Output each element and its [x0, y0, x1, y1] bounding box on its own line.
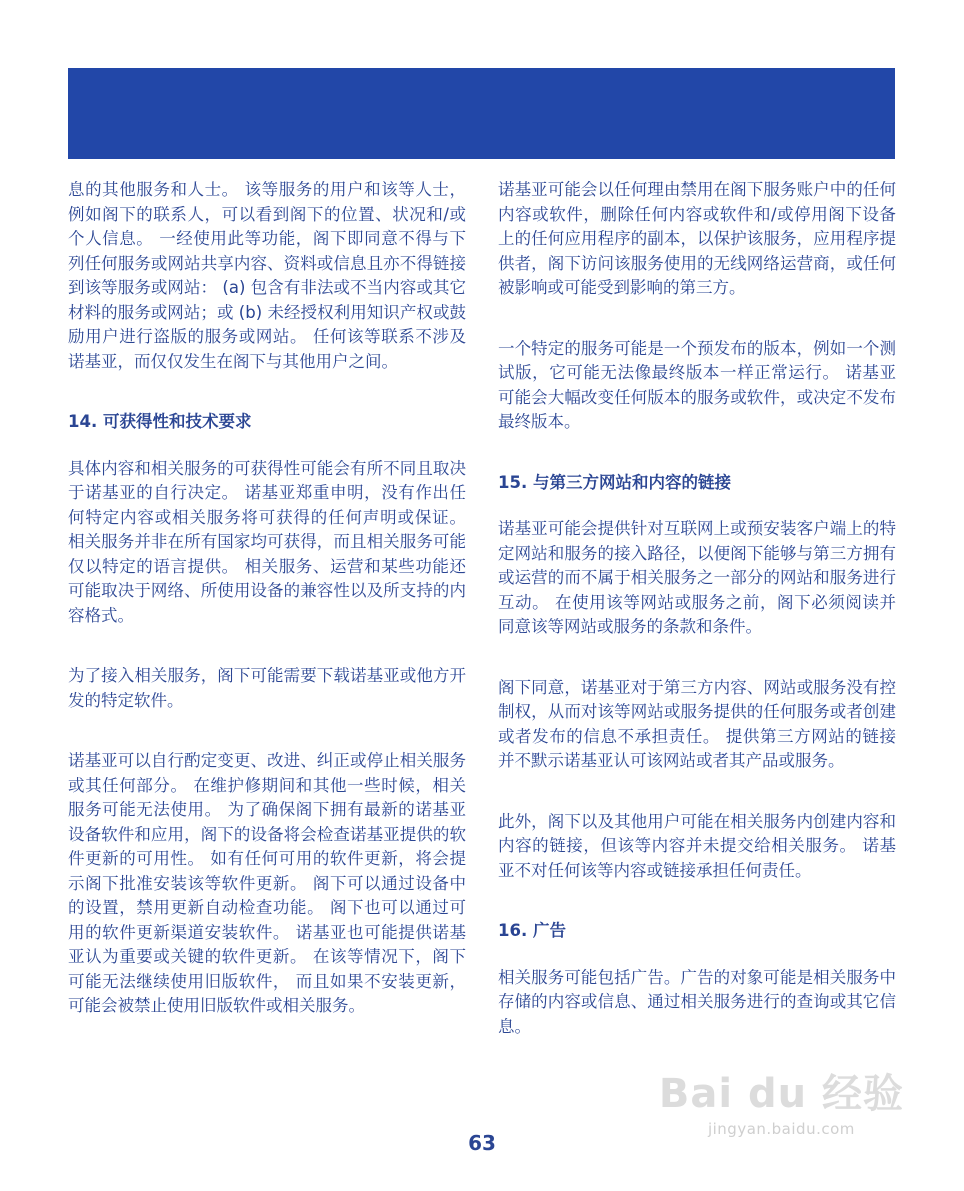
paragraph: 此外，阁下以及其他用户可能在相关服务内创建内容和内容的链接，但该等内容并未提交给相关服务。 诺基亚不对任何该等内容或链接承担任何责任。	[498, 811, 896, 880]
paragraph: 具体内容和相关服务的可获得性可能会有所不同且取决于诺基亚的自行决定。 诺基亚郑重申明，没有作出任何特定内容或相关服务将可获得的任何声明或保证。 相关服务并非在所有国家均可获得，而且相关服务可能仅以特定的语言提供。 相关服务、运营和某些功能还可能取决于网络、所使用设备的兼容性以及所支持的内容格式。	[68, 458, 466, 625]
watermark-url: jingyan.baidu.com	[707, 1120, 855, 1138]
baidu-watermark	[659, 1072, 904, 1138]
paragraph: 诺基亚可以自行酌定变更、改进、纠正或停止相关服务或其任何部分。 在维护修期间和其他一些时候，相关服务可能无法使用。 为了确保阁下拥有最新的诺基亚设备软件和应用，阁下的设备将会检查诺基亚提供的软件更新的可用性。 如有任何可用的软件更新，将会提示阁下批准安装该等软件更新。 阁下可以通过设备中的设置，禁用更新自动检查功能。 阁下也可以通过可用的软件更新渠道安装软件。 诺基亚也可能提供诺基亚认为重要或关键的软件更新。 在该等情况下，阁下可能无法继续使用旧版软件， 而且如果不安装更新，可能会被禁止使用旧版软件或相关服务。	[68, 751, 466, 1015]
left-column	[68, 178, 466, 1055]
right-column	[498, 178, 896, 1075]
section-heading-16: 16. 广告	[498, 921, 566, 940]
section-heading-14: 14. 可获得性和技术要求	[68, 412, 252, 431]
paragraph: 相关服务可能包括广告。广告的对象可能是相关服务中存储的内容或信息、通过相关服务进行的查询或其它信息。	[498, 967, 896, 1036]
section-heading-15: 15. 与第三方网站和内容的链接	[498, 472, 731, 492]
header-banner	[68, 68, 895, 159]
paragraph: 诺基亚可能会提供针对互联网上或预安装客户端上的特定网站和服务的接入路径，以便阁下能够与第三方拥有或运营的而不属于相关服务之一部分的网站和服务进行互动。 在使用该等网站或服务之前，阁下必须阅读并同意该等网站或服务的条款和条件。	[498, 519, 896, 636]
paragraph: 为了接入相关服务，阁下可能需要下载诺基亚或他方开发的特定软件。	[68, 666, 466, 710]
page-number: 63	[468, 1131, 496, 1155]
paragraph: 一个特定的服务可能是一个预发布的版本，例如一个测试版，它可能无法像最终版本一样正常运行。 诺基亚可能会大幅改变任何版本的服务或软件，或决定不发布最终版本。	[498, 338, 896, 431]
watermark-logo: Bai du 经验	[658, 1071, 904, 1117]
paragraph: 息的其他服务和人士。 该等服务的用户和该等人士，例如阁下的联系人，可以看到阁下的位置、状况和/或个人信息。 一经使用此等功能，阁下即同意不得与下列任何服务或网站共享内容、资料或信息且亦不得链接到该等服务或网站： (a) 包含有非法或不当内容或其它材料的服务或网站；或 (b) 未经授权利用知识产权或鼓励用户进行盗版的服务或网站。 任何该等联系不涉及诺基亚，而仅仅发生在阁下与其他用户之间。	[68, 180, 466, 371]
paragraph: 阁下同意，诺基亚对于第三方内容、网站或服务没有控制权，从而对该等网站或服务提供的任何服务或者创建或者发布的信息不承担责任。 提供第三方网站的链接并不默示诺基亚认可该网站或者其产品或服务。	[498, 677, 896, 770]
paragraph: 诺基亚可能会以任何理由禁用在阁下服务账户中的任何内容或软件，删除任何内容或软件和/或停用阁下设备上的任何应用程序的副本，以保护该服务，应用程序提供者，阁下访问该服务使用的无线网络运营商，或任何被影响或可能受到影响的第三方。	[498, 180, 896, 297]
